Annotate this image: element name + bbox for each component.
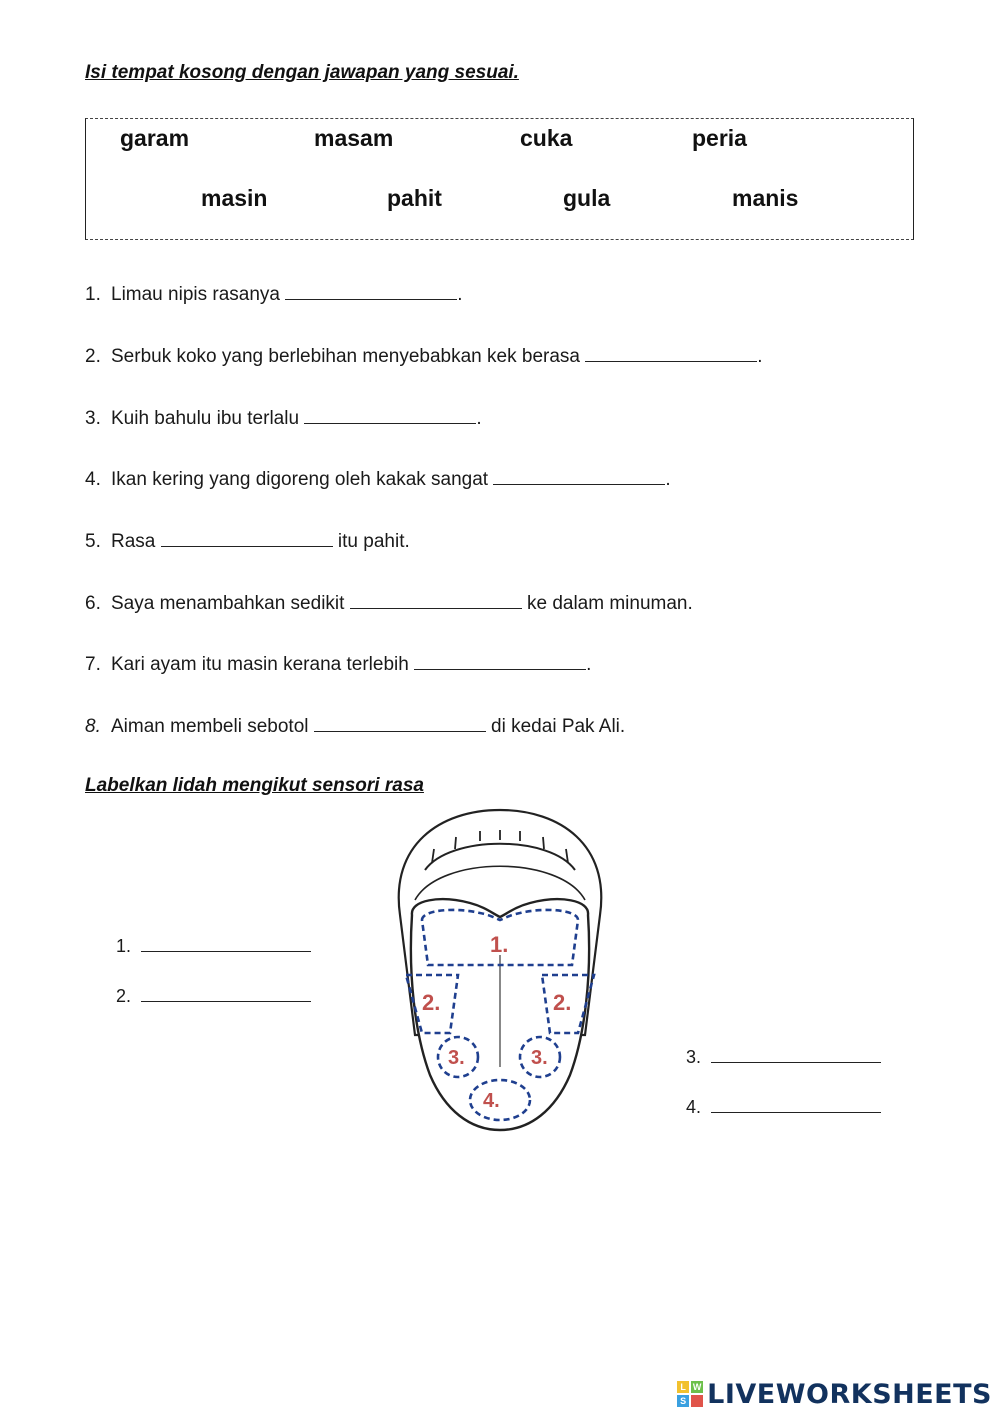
question-text: Kari ayam itu masin kerana terlebih xyxy=(111,654,409,675)
zone-marker: 4. xyxy=(483,1090,500,1112)
question-1 xyxy=(85,282,463,306)
word-bank-item: pahit xyxy=(387,185,442,211)
zone-marker: 3. xyxy=(531,1047,548,1069)
question-8 xyxy=(85,714,625,738)
label-number: 2. xyxy=(116,986,132,1006)
question-text: Saya menambahkan sedikit xyxy=(111,593,345,614)
answer-blank[interactable] xyxy=(350,591,522,609)
logo-letter: W xyxy=(692,1382,702,1392)
tongue-label-3 xyxy=(686,1046,881,1068)
word-bank-item: peria xyxy=(692,125,747,151)
logo-letter: L xyxy=(677,1381,689,1393)
question-text-after: . xyxy=(476,408,482,429)
answer-blank[interactable] xyxy=(493,467,665,485)
word-bank-box xyxy=(85,118,914,240)
section2-title: Labelkan lidah mengikut sensori rasa xyxy=(85,775,424,796)
tongue-label-1 xyxy=(116,935,311,957)
tongue-label-2 xyxy=(116,985,311,1007)
question-text-after: itu pahit. xyxy=(337,531,410,552)
label-blank[interactable] xyxy=(141,935,311,952)
word-bank-item: gula xyxy=(563,185,611,211)
inner-mouth xyxy=(415,866,585,900)
answer-blank[interactable] xyxy=(304,406,476,424)
answer-blank[interactable] xyxy=(414,652,586,670)
answer-blank[interactable] xyxy=(585,344,757,362)
zone-marker: 2. xyxy=(553,990,572,1015)
tongue-diagram xyxy=(380,805,620,1135)
label-blank[interactable] xyxy=(141,985,311,1002)
question-number: 6. xyxy=(85,593,101,614)
question-text: Serbuk koko yang berlebihan menyebabkan kek berasa xyxy=(111,346,580,367)
question-text-after: di kedai Pak Ali. xyxy=(491,716,626,737)
word-bank-item: garam xyxy=(120,125,190,151)
zone-marker: 1. xyxy=(490,932,509,957)
question-3 xyxy=(85,406,482,430)
label-blank[interactable] xyxy=(711,1046,881,1063)
question-text: Aiman membeli sebotol xyxy=(111,716,309,737)
label-number: 3. xyxy=(686,1047,702,1067)
label-number: 4. xyxy=(686,1097,702,1117)
logo-letter: S xyxy=(677,1395,689,1407)
brand-name: LIVEWORKSHEETS xyxy=(707,1378,992,1410)
word-bank-item: manis xyxy=(732,185,799,211)
question-number: 4. xyxy=(85,469,101,490)
question-text-after: . xyxy=(757,346,763,367)
question-6 xyxy=(85,591,693,615)
section1-title: Isi tempat kosong dengan jawapan yang sesuai. xyxy=(85,62,519,83)
question-text-after: ke dalam minuman. xyxy=(526,593,693,614)
question-2 xyxy=(85,344,763,368)
question-text-after: . xyxy=(586,654,592,675)
question-5 xyxy=(85,529,410,553)
logo-square xyxy=(691,1395,703,1407)
teeth-lines xyxy=(432,830,568,863)
label-number: 1. xyxy=(116,936,132,956)
question-text: Kuih bahulu ibu terlalu xyxy=(111,408,300,429)
footer-brand xyxy=(677,1378,992,1410)
word-bank-item: masam xyxy=(314,125,394,151)
question-text: Limau nipis rasanya xyxy=(111,284,280,305)
question-text-after: . xyxy=(665,469,671,490)
question-7 xyxy=(85,652,591,676)
word-bank-item: cuka xyxy=(520,125,573,151)
word-bank-item: masin xyxy=(201,185,268,211)
zone-marker: 3. xyxy=(448,1047,465,1069)
question-text: Ikan kering yang digoreng oleh kakak sangat xyxy=(111,469,489,490)
label-blank[interactable] xyxy=(711,1096,881,1113)
question-text: Rasa xyxy=(111,531,156,552)
question-number: 3. xyxy=(85,408,101,429)
question-4 xyxy=(85,467,671,491)
question-number: 2. xyxy=(85,346,101,367)
answer-blank[interactable] xyxy=(285,282,457,300)
liveworksheets-logo-icon xyxy=(677,1381,703,1407)
question-number: 5. xyxy=(85,531,101,552)
question-number: 1. xyxy=(85,284,101,305)
question-text-after: . xyxy=(457,284,463,305)
zone-marker: 2. xyxy=(422,990,441,1015)
question-number: 8. xyxy=(85,716,101,737)
answer-blank[interactable] xyxy=(161,529,333,547)
tongue-label-4 xyxy=(686,1096,881,1118)
answer-blank[interactable] xyxy=(314,714,486,732)
question-number: 7. xyxy=(85,654,101,675)
